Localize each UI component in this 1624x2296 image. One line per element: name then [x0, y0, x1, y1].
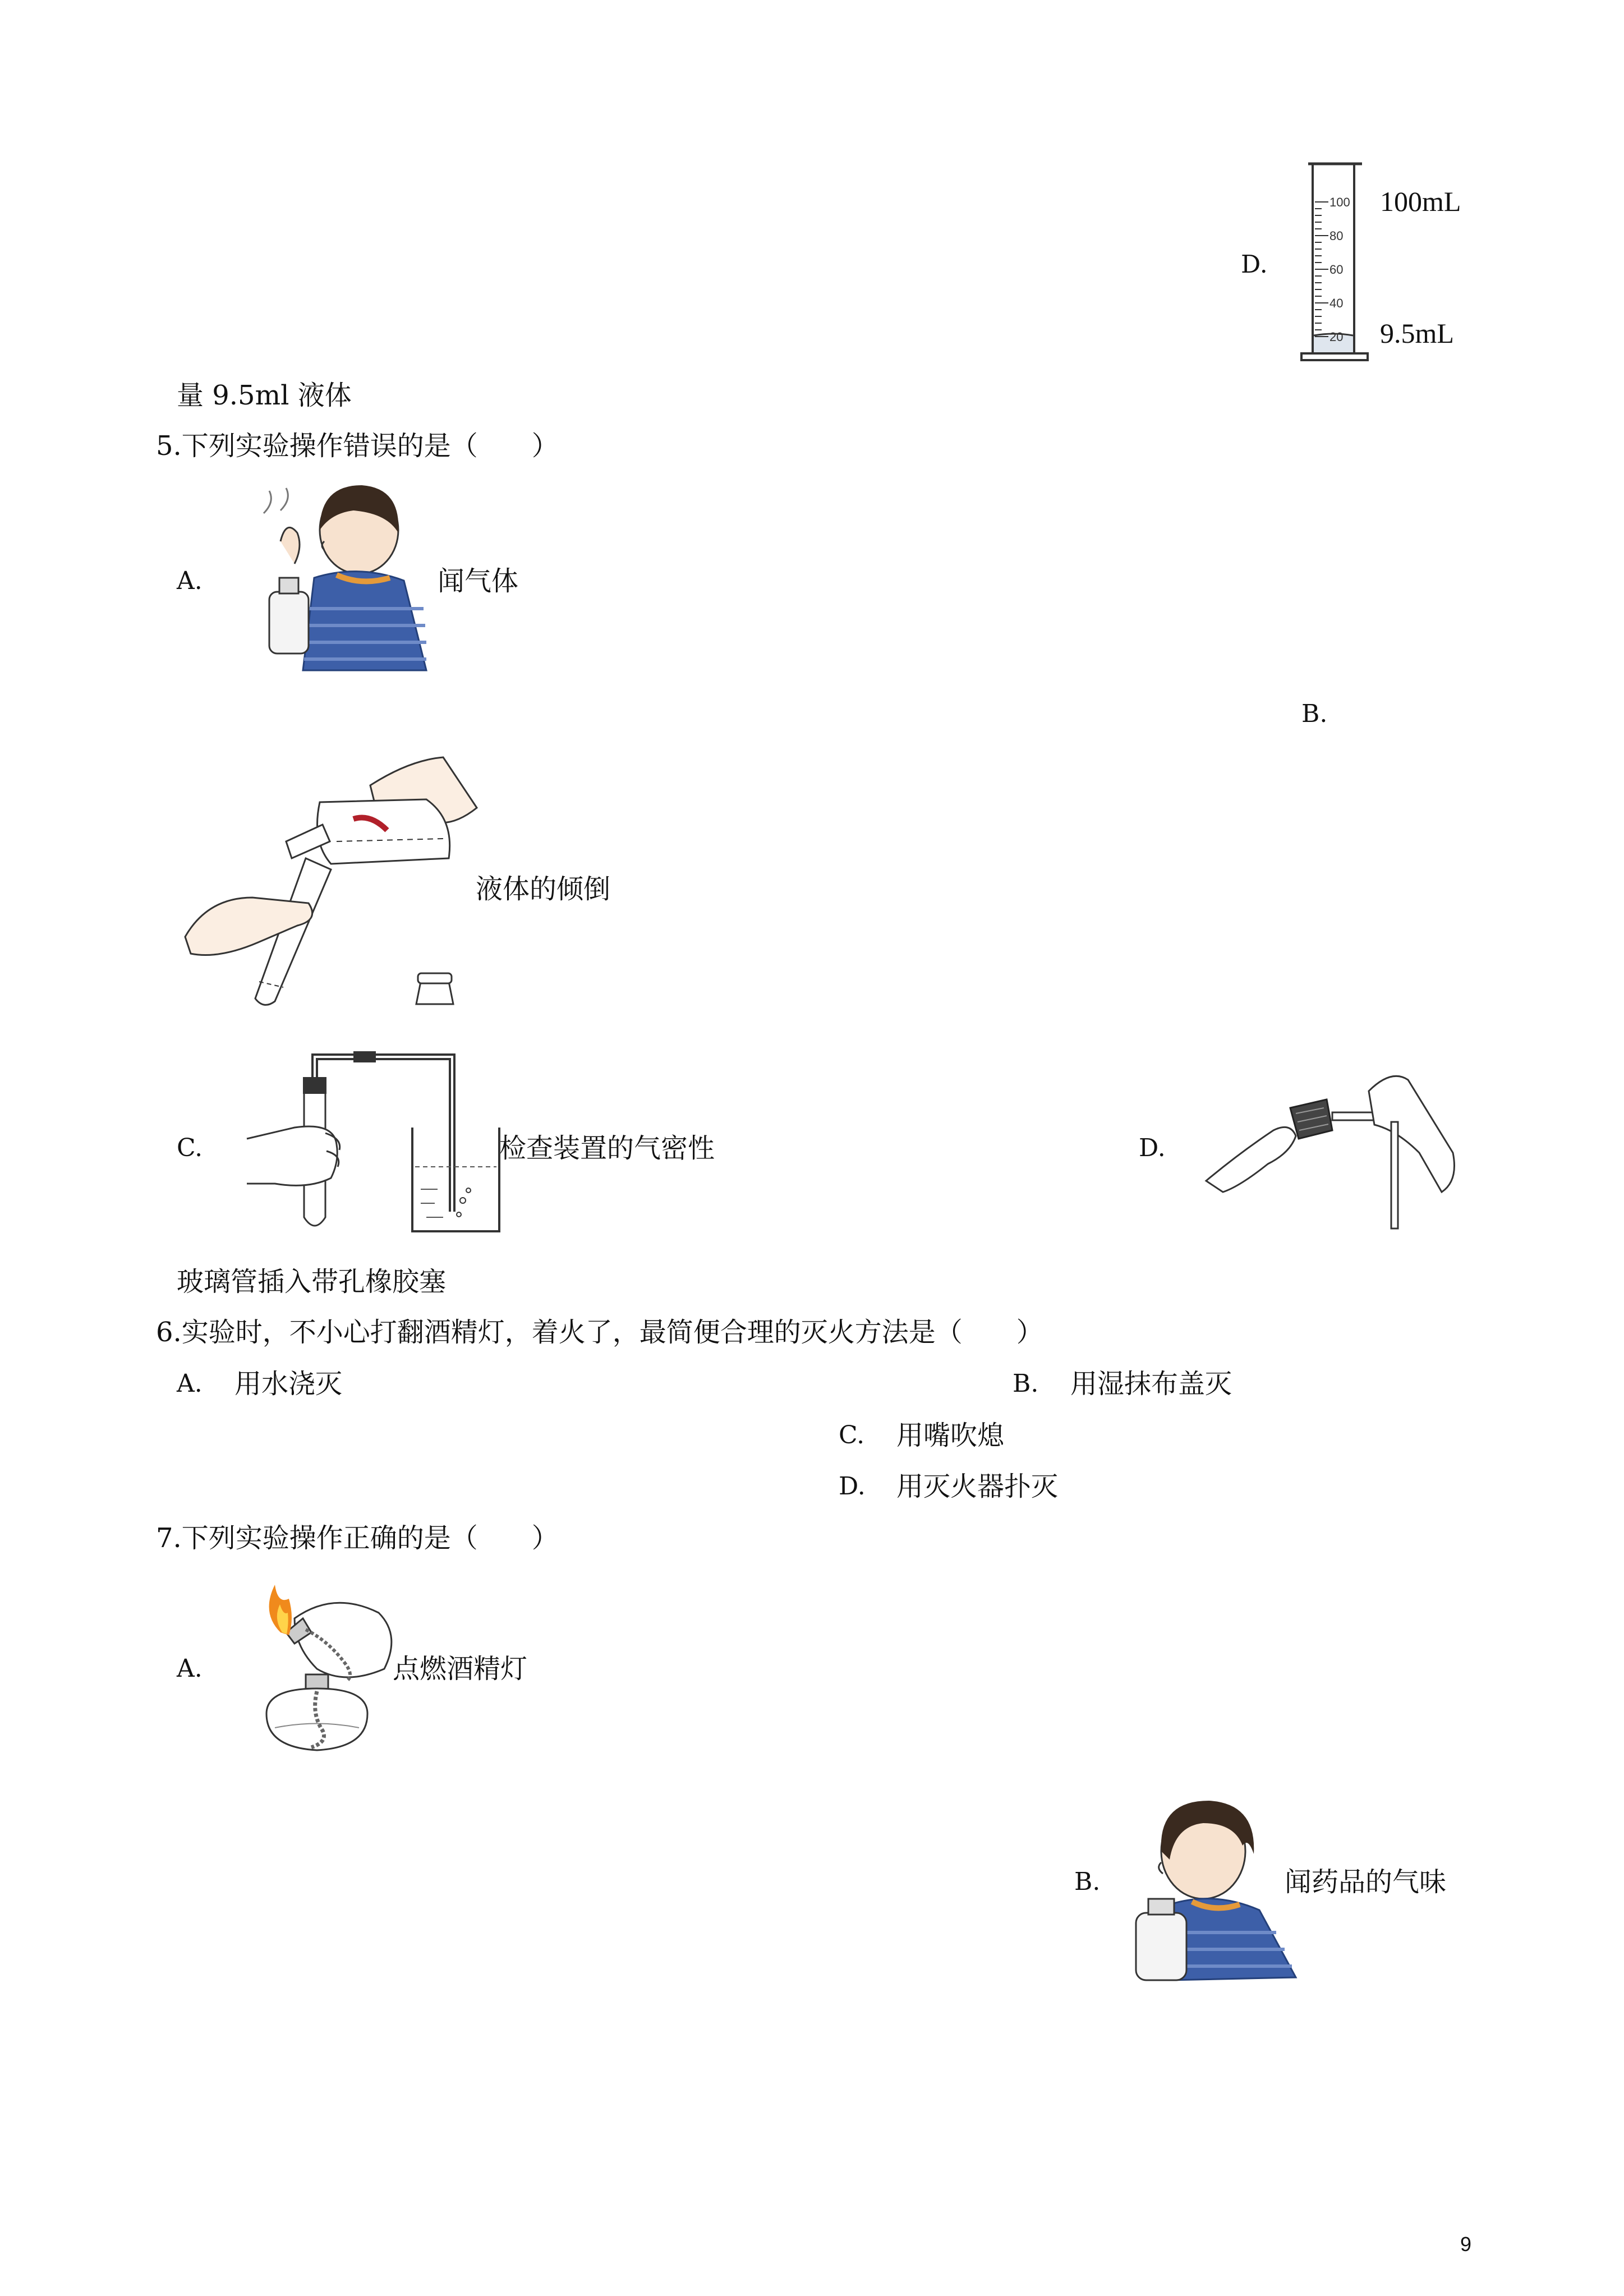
q7-option-a-caption: 点燃酒精灯: [393, 1653, 528, 1685]
q7-option-b-caption: 闻药品的气味: [1285, 1866, 1447, 1898]
smell-gas-image: [264, 480, 432, 676]
cylinder-bottom-label: 9.5mL: [1380, 318, 1454, 349]
q5-option-c-label: C.: [177, 1134, 203, 1162]
scale-label-20: 20: [1329, 330, 1344, 344]
q6-option-b-label: B.: [1013, 1369, 1039, 1398]
scale-label-80: 80: [1329, 229, 1344, 243]
q4-option-d-label: D.: [1241, 250, 1268, 279]
q6-stem: 6.实验时，不小心打翻酒精灯，着火了，最简便合理的灭火方法是（ ）: [156, 1317, 1043, 1348]
q5-option-a-caption: 闻气体: [438, 565, 519, 597]
pour-liquid-image: [185, 757, 477, 1010]
q5-stem: 5.下列实验操作错误的是（ ）: [156, 430, 559, 462]
q6-option-c-text: 用嘴吹熄: [896, 1420, 1005, 1451]
q7-stem: 7.下列实验操作正确的是（ ）: [156, 1522, 559, 1554]
q5-option-a-label: A.: [177, 567, 203, 595]
q5-option-b-label: B.: [1301, 700, 1328, 728]
graduated-cylinder-image: [1296, 157, 1374, 365]
scale-label-40: 40: [1329, 296, 1344, 310]
scale-label-60: 60: [1329, 263, 1344, 277]
insert-glass-tube-image: [1206, 1069, 1459, 1231]
q6-option-c-label: C.: [839, 1421, 865, 1450]
q5-option-b-caption: 液体的倾倒: [476, 873, 611, 905]
q6-option-a-text: 用水浇灭: [234, 1368, 343, 1400]
q7-option-a-label: A.: [177, 1654, 203, 1683]
q4-option-d-caption: 量 9.5ml 液体: [177, 380, 352, 411]
q6-option-d-text: 用灭火器扑灭: [896, 1471, 1059, 1502]
smell-chemical-image: [1136, 1792, 1296, 1983]
airtightness-check-image: [241, 1049, 499, 1234]
page-number: 9: [1460, 2233, 1472, 2256]
q7-option-b-label: B.: [1074, 1867, 1101, 1896]
q6-option-d-label: D.: [839, 1472, 866, 1501]
q5-option-c-caption: 检查装置的气密性: [499, 1133, 715, 1164]
light-alcohol-lamp-image: [233, 1579, 401, 1759]
scale-label-100: 100: [1329, 195, 1350, 209]
q5-option-d-caption: 玻璃管插入带孔橡胶塞: [177, 1266, 447, 1297]
q6-option-b-text: 用湿抹布盖灭: [1070, 1368, 1232, 1400]
q5-option-d-label: D.: [1139, 1134, 1166, 1162]
cylinder-top-label: 100mL: [1380, 186, 1461, 217]
q6-option-a-label: A.: [177, 1369, 203, 1398]
